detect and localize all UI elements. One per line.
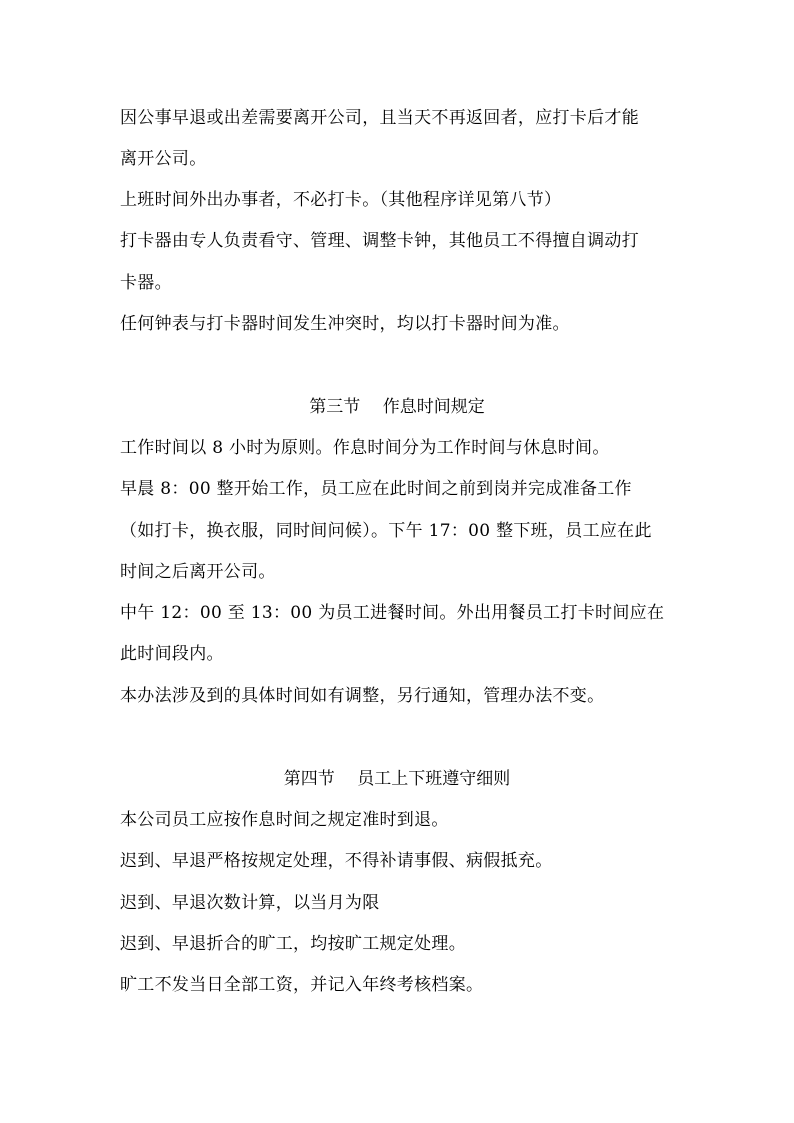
section-heading: 第三节 作息时间规定: [309, 397, 485, 417]
paragraph-line: 打卡器由专人负责看守、管理、调整卡钟，其他员工不得擅自调动打: [120, 231, 639, 251]
section-heading: 第四节 员工上下班遵守细则: [283, 769, 511, 789]
paragraph-line: 因公事早退或出差需要离开公司，且当天不再返回者，应打卡后才能: [120, 108, 639, 128]
paragraph-line: 迟到、早退折合的旷工，均按旷工规定处理。: [120, 934, 466, 954]
paragraph-line: 此时间段内。: [120, 644, 224, 664]
paragraph-line: 工作时间以 8 小时为原则。作息时间分为工作时间与休息时间。: [120, 438, 610, 458]
paragraph-line: 迟到、早退次数计算，以当月为限: [120, 893, 380, 913]
paragraph-line: 旷工不发当日全部工资，并记入年终考核档案。: [120, 975, 484, 995]
paragraph-line: 上班时间外出办事者，不必打卡。（其他程序详见第八节）: [120, 190, 562, 210]
paragraph-line: 卡器。: [120, 273, 172, 293]
paragraph-line: 早晨 8：00 整开始工作，员工应在此时间之前到岗并完成准备工作: [120, 479, 632, 499]
paragraph-line: 本办法涉及到的具体时间如有调整，另行通知，管理办法不变。: [120, 686, 605, 706]
paragraph-line: 中午 12：00 至 13：00 为员工进餐时间。外出用餐员工打卡时间应在: [120, 603, 665, 623]
paragraph-line: 任何钟表与打卡器时间发生冲突时，均以打卡器时间为准。: [120, 314, 570, 334]
paragraph-line: 迟到、早退严格按规定处理，不得补请事假、病假抵充。: [120, 851, 553, 871]
paragraph-line: 离开公司。: [120, 149, 207, 169]
paragraph-line: （如打卡，换衣服，同时间问候）。下午 17：00 整下班，员工应在此: [120, 521, 652, 541]
paragraph-line: 本公司员工应按作息时间之规定准时到退。: [120, 810, 449, 830]
paragraph-line: 时间之后离开公司。: [120, 562, 276, 582]
